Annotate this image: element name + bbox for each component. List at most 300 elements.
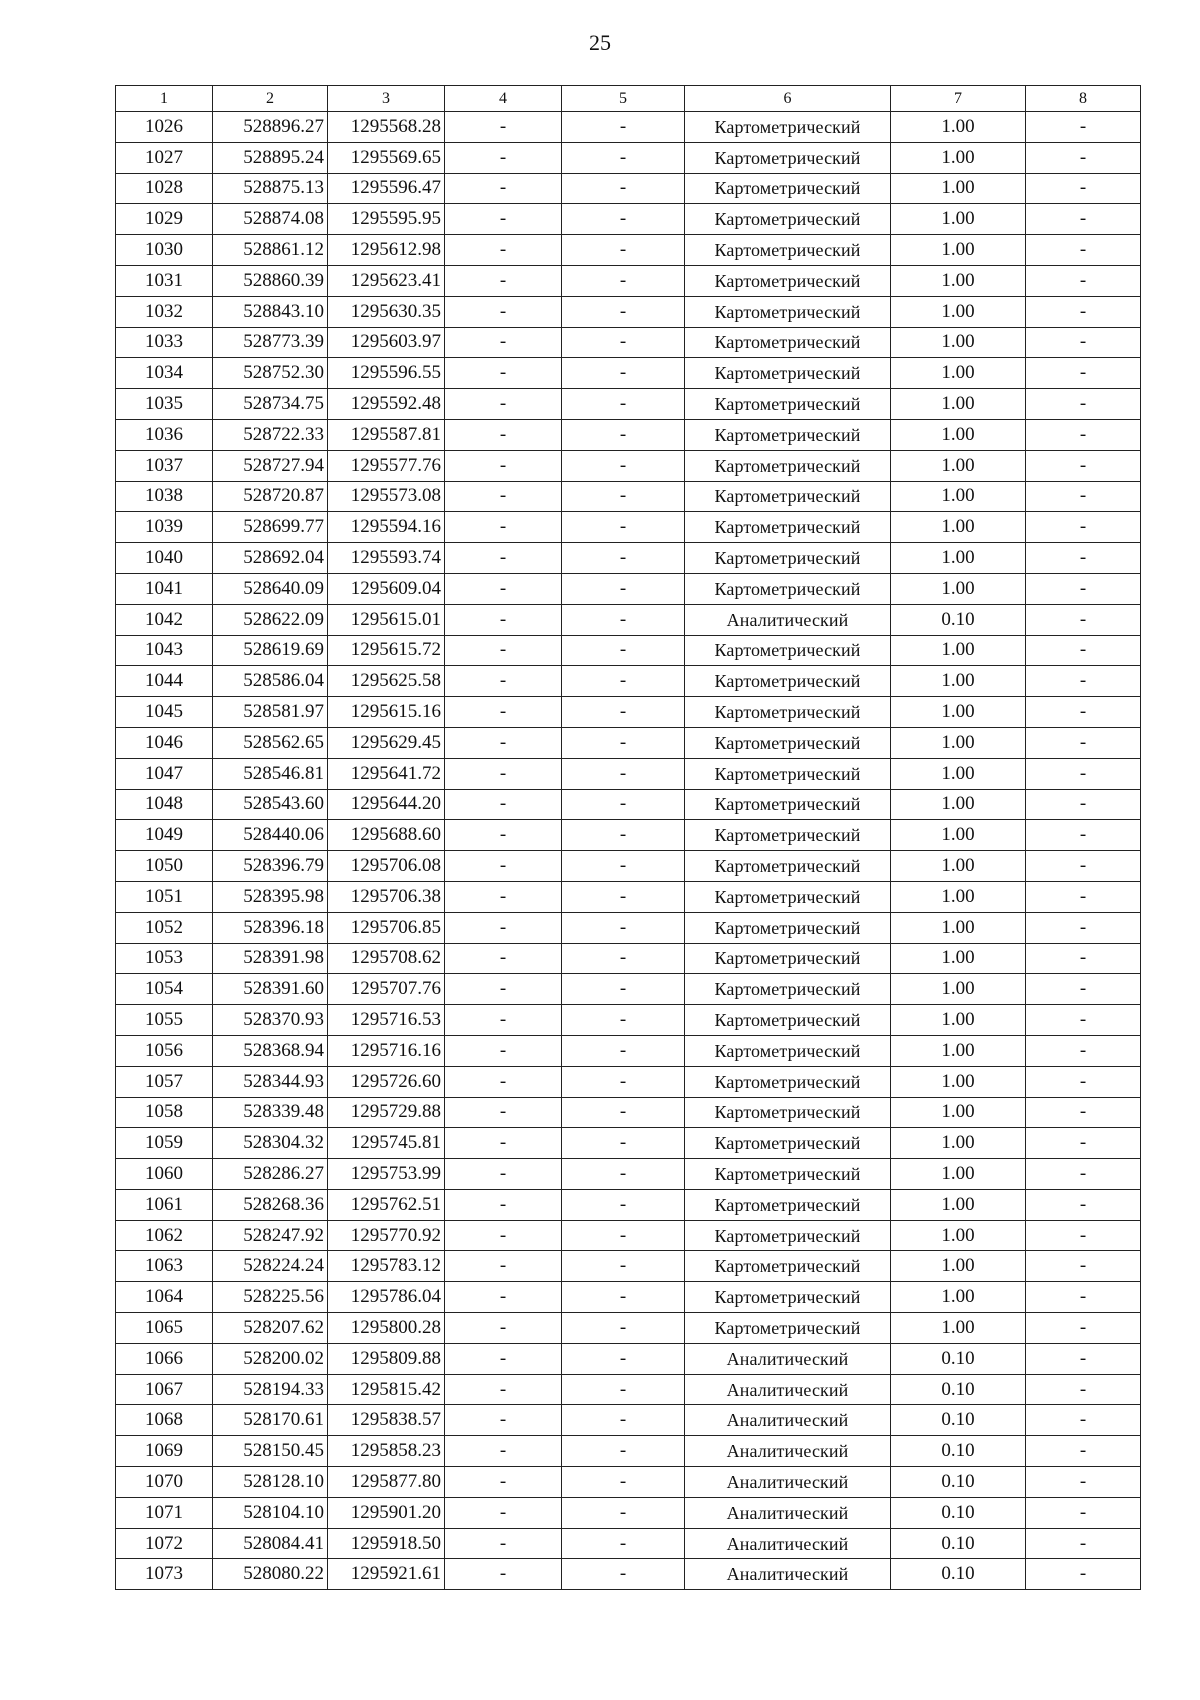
column-4-value: -: [445, 1159, 562, 1190]
y-coordinate: 1295800.28: [328, 1313, 445, 1344]
y-coordinate: 1295612.98: [328, 235, 445, 266]
column-5-value: -: [562, 265, 685, 296]
y-coordinate: 1295716.53: [328, 1005, 445, 1036]
accuracy: 1.00: [891, 512, 1026, 543]
method: Картометрический: [685, 697, 891, 728]
table-row: [116, 1374, 1141, 1405]
table-row: [116, 1066, 1141, 1097]
column-5-value: -: [562, 481, 685, 512]
table-row: [116, 1405, 1141, 1436]
point-number: 1048: [116, 789, 213, 820]
column-4-value: -: [445, 1559, 562, 1590]
table-row: [116, 604, 1141, 635]
x-coordinate: 528104.10: [213, 1497, 328, 1528]
column-8-value: -: [1026, 912, 1141, 943]
point-number: 1049: [116, 820, 213, 851]
x-coordinate: 528080.22: [213, 1559, 328, 1590]
point-number: 1030: [116, 235, 213, 266]
x-coordinate: 528722.33: [213, 419, 328, 450]
accuracy: 0.10: [891, 1467, 1026, 1498]
table-row: [116, 727, 1141, 758]
column-8-value: -: [1026, 327, 1141, 358]
accuracy: 1.00: [891, 358, 1026, 389]
point-number: 1067: [116, 1374, 213, 1405]
column-5-value: -: [562, 666, 685, 697]
column-4-value: -: [445, 512, 562, 543]
column-8-value: -: [1026, 204, 1141, 235]
column-4-value: -: [445, 1405, 562, 1436]
column-5-value: -: [562, 204, 685, 235]
point-number: 1036: [116, 419, 213, 450]
column-8-value: -: [1026, 1159, 1141, 1190]
column-5-value: -: [562, 1405, 685, 1436]
method: Картометрический: [685, 974, 891, 1005]
y-coordinate: 1295625.58: [328, 666, 445, 697]
column-8-value: -: [1026, 1220, 1141, 1251]
y-coordinate: 1295592.48: [328, 389, 445, 420]
x-coordinate: 528304.32: [213, 1128, 328, 1159]
column-8-value: -: [1026, 1251, 1141, 1282]
column-8-value: -: [1026, 1467, 1141, 1498]
column-5-value: -: [562, 635, 685, 666]
y-coordinate: 1295569.65: [328, 142, 445, 173]
accuracy: 1.00: [891, 789, 1026, 820]
x-coordinate: 528734.75: [213, 389, 328, 420]
column-4-value: -: [445, 296, 562, 327]
table-row: [116, 265, 1141, 296]
point-number: 1069: [116, 1436, 213, 1467]
x-coordinate: 528247.92: [213, 1220, 328, 1251]
x-coordinate: 528562.65: [213, 727, 328, 758]
column-5-value: -: [562, 1497, 685, 1528]
column-4-value: -: [445, 974, 562, 1005]
table-row: [116, 1497, 1141, 1528]
method: Аналитический: [685, 1436, 891, 1467]
column-4-value: -: [445, 358, 562, 389]
accuracy: 1.00: [891, 112, 1026, 143]
column-4-value: -: [445, 820, 562, 851]
method: Картометрический: [685, 943, 891, 974]
method: Картометрический: [685, 758, 891, 789]
x-coordinate: 528128.10: [213, 1467, 328, 1498]
column-header-2: 2: [213, 86, 328, 112]
column-5-value: -: [562, 974, 685, 1005]
accuracy: 1.00: [891, 974, 1026, 1005]
x-coordinate: 528368.94: [213, 1035, 328, 1066]
method: Картометрический: [685, 389, 891, 420]
table-row: [116, 666, 1141, 697]
column-5-value: -: [562, 235, 685, 266]
column-5-value: -: [562, 881, 685, 912]
table-row: [116, 512, 1141, 543]
x-coordinate: 528391.98: [213, 943, 328, 974]
y-coordinate: 1295629.45: [328, 727, 445, 758]
y-coordinate: 1295573.08: [328, 481, 445, 512]
point-number: 1065: [116, 1313, 213, 1344]
y-coordinate: 1295918.50: [328, 1528, 445, 1559]
table-row: [116, 1251, 1141, 1282]
column-5-value: -: [562, 1128, 685, 1159]
point-number: 1059: [116, 1128, 213, 1159]
y-coordinate: 1295615.16: [328, 697, 445, 728]
y-coordinate: 1295615.01: [328, 604, 445, 635]
column-4-value: -: [445, 1220, 562, 1251]
table-row: [116, 1282, 1141, 1313]
table-row: [116, 943, 1141, 974]
column-8-value: -: [1026, 112, 1141, 143]
column-8-value: -: [1026, 1066, 1141, 1097]
y-coordinate: 1295596.47: [328, 173, 445, 204]
method: Картометрический: [685, 1128, 891, 1159]
accuracy: 1.00: [891, 481, 1026, 512]
column-4-value: -: [445, 1251, 562, 1282]
column-header-1: 1: [116, 86, 213, 112]
column-5-value: -: [562, 1097, 685, 1128]
accuracy: 1.00: [891, 1066, 1026, 1097]
y-coordinate: 1295716.16: [328, 1035, 445, 1066]
column-4-value: -: [445, 327, 562, 358]
column-4-value: -: [445, 604, 562, 635]
table-row: [116, 758, 1141, 789]
column-4-value: -: [445, 1497, 562, 1528]
x-coordinate: 528895.24: [213, 142, 328, 173]
column-8-value: -: [1026, 1282, 1141, 1313]
point-number: 1040: [116, 543, 213, 574]
column-8-value: -: [1026, 820, 1141, 851]
column-8-value: -: [1026, 1343, 1141, 1374]
column-8-value: -: [1026, 512, 1141, 543]
column-header-5: 5: [562, 86, 685, 112]
column-5-value: -: [562, 1189, 685, 1220]
table-row: [116, 481, 1141, 512]
column-8-value: -: [1026, 389, 1141, 420]
accuracy: 1.00: [891, 666, 1026, 697]
column-4-value: -: [445, 112, 562, 143]
accuracy: 1.00: [891, 943, 1026, 974]
column-5-value: -: [562, 327, 685, 358]
y-coordinate: 1295596.55: [328, 358, 445, 389]
column-4-value: -: [445, 1528, 562, 1559]
table-row: [116, 912, 1141, 943]
method: Аналитический: [685, 1467, 891, 1498]
y-coordinate: 1295809.88: [328, 1343, 445, 1374]
column-8-value: -: [1026, 1528, 1141, 1559]
column-8-value: -: [1026, 881, 1141, 912]
column-8-value: -: [1026, 1405, 1141, 1436]
point-number: 1047: [116, 758, 213, 789]
column-8-value: -: [1026, 265, 1141, 296]
x-coordinate: 528200.02: [213, 1343, 328, 1374]
table-row: [116, 112, 1141, 143]
method: Аналитический: [685, 1374, 891, 1405]
point-number: 1058: [116, 1097, 213, 1128]
table-row: [116, 1128, 1141, 1159]
table-row: [116, 1528, 1141, 1559]
accuracy: 1.00: [891, 1097, 1026, 1128]
accuracy: 1.00: [891, 635, 1026, 666]
method: Картометрический: [685, 1097, 891, 1128]
y-coordinate: 1295587.81: [328, 419, 445, 450]
column-5-value: -: [562, 758, 685, 789]
y-coordinate: 1295630.35: [328, 296, 445, 327]
column-4-value: -: [445, 727, 562, 758]
table-row: [116, 1559, 1141, 1590]
accuracy: 0.10: [891, 1497, 1026, 1528]
point-number: 1028: [116, 173, 213, 204]
column-4-value: -: [445, 1189, 562, 1220]
point-number: 1050: [116, 851, 213, 882]
column-5-value: -: [562, 851, 685, 882]
x-coordinate: 528391.60: [213, 974, 328, 1005]
column-8-value: -: [1026, 296, 1141, 327]
column-4-value: -: [445, 1005, 562, 1036]
column-5-value: -: [562, 1528, 685, 1559]
y-coordinate: 1295641.72: [328, 758, 445, 789]
column-4-value: -: [445, 697, 562, 728]
column-8-value: -: [1026, 543, 1141, 574]
x-coordinate: 528581.97: [213, 697, 328, 728]
column-8-value: -: [1026, 1035, 1141, 1066]
accuracy: 1.00: [891, 389, 1026, 420]
column-4-value: -: [445, 635, 562, 666]
column-4-value: -: [445, 204, 562, 235]
column-4-value: -: [445, 789, 562, 820]
accuracy: 1.00: [891, 296, 1026, 327]
point-number: 1038: [116, 481, 213, 512]
x-coordinate: 528622.09: [213, 604, 328, 635]
column-5-value: -: [562, 943, 685, 974]
x-coordinate: 528727.94: [213, 450, 328, 481]
column-5-value: -: [562, 419, 685, 450]
x-coordinate: 528440.06: [213, 820, 328, 851]
method: Картометрический: [685, 481, 891, 512]
table-row: [116, 1220, 1141, 1251]
column-4-value: -: [445, 1436, 562, 1467]
method: Картометрический: [685, 912, 891, 943]
column-4-value: -: [445, 1066, 562, 1097]
table-row: [116, 235, 1141, 266]
method: Картометрический: [685, 173, 891, 204]
accuracy: 1.00: [891, 881, 1026, 912]
x-coordinate: 528396.18: [213, 912, 328, 943]
point-number: 1033: [116, 327, 213, 358]
y-coordinate: 1295609.04: [328, 573, 445, 604]
column-5-value: -: [562, 1251, 685, 1282]
accuracy: 0.10: [891, 1374, 1026, 1405]
column-4-value: -: [445, 1313, 562, 1344]
x-coordinate: 528395.98: [213, 881, 328, 912]
y-coordinate: 1295921.61: [328, 1559, 445, 1590]
column-5-value: -: [562, 450, 685, 481]
accuracy: 1.00: [891, 419, 1026, 450]
column-5-value: -: [562, 358, 685, 389]
accuracy: 1.00: [891, 912, 1026, 943]
y-coordinate: 1295706.38: [328, 881, 445, 912]
column-5-value: -: [562, 820, 685, 851]
x-coordinate: 528752.30: [213, 358, 328, 389]
y-coordinate: 1295644.20: [328, 789, 445, 820]
column-4-value: -: [445, 666, 562, 697]
accuracy: 1.00: [891, 573, 1026, 604]
method: Картометрический: [685, 573, 891, 604]
point-number: 1037: [116, 450, 213, 481]
accuracy: 1.00: [891, 327, 1026, 358]
y-coordinate: 1295706.08: [328, 851, 445, 882]
column-5-value: -: [562, 1220, 685, 1251]
accuracy: 1.00: [891, 450, 1026, 481]
point-number: 1039: [116, 512, 213, 543]
table-row: [116, 573, 1141, 604]
x-coordinate: 528546.81: [213, 758, 328, 789]
point-number: 1031: [116, 265, 213, 296]
point-number: 1032: [116, 296, 213, 327]
x-coordinate: 528339.48: [213, 1097, 328, 1128]
point-number: 1053: [116, 943, 213, 974]
column-5-value: -: [562, 389, 685, 420]
x-coordinate: 528640.09: [213, 573, 328, 604]
point-number: 1071: [116, 1497, 213, 1528]
point-number: 1026: [116, 112, 213, 143]
method: Картометрический: [685, 265, 891, 296]
column-4-value: -: [445, 481, 562, 512]
column-8-value: -: [1026, 573, 1141, 604]
y-coordinate: 1295577.76: [328, 450, 445, 481]
point-number: 1066: [116, 1343, 213, 1374]
column-5-value: -: [562, 1343, 685, 1374]
method: Аналитический: [685, 1559, 891, 1590]
column-8-value: -: [1026, 727, 1141, 758]
y-coordinate: 1295594.16: [328, 512, 445, 543]
method: Аналитический: [685, 1405, 891, 1436]
method: Картометрический: [685, 543, 891, 574]
method: Картометрический: [685, 1035, 891, 1066]
table-row: [116, 820, 1141, 851]
method: Картометрический: [685, 881, 891, 912]
method: Картометрический: [685, 327, 891, 358]
column-header-4: 4: [445, 86, 562, 112]
x-coordinate: 528692.04: [213, 543, 328, 574]
point-number: 1062: [116, 1220, 213, 1251]
table-row: [116, 851, 1141, 882]
column-5-value: -: [562, 1374, 685, 1405]
column-8-value: -: [1026, 142, 1141, 173]
column-4-value: -: [445, 235, 562, 266]
table-row: [116, 1343, 1141, 1374]
table-row: [116, 204, 1141, 235]
column-8-value: -: [1026, 1128, 1141, 1159]
y-coordinate: 1295708.62: [328, 943, 445, 974]
accuracy: 1.00: [891, 173, 1026, 204]
accuracy: 1.00: [891, 265, 1026, 296]
x-coordinate: 528619.69: [213, 635, 328, 666]
column-4-value: -: [445, 573, 562, 604]
point-number: 1043: [116, 635, 213, 666]
table-row: [116, 635, 1141, 666]
method: Картометрический: [685, 727, 891, 758]
column-8-value: -: [1026, 851, 1141, 882]
x-coordinate: 528268.36: [213, 1189, 328, 1220]
method: Аналитический: [685, 1343, 891, 1374]
y-coordinate: 1295595.95: [328, 204, 445, 235]
accuracy: 1.00: [891, 1220, 1026, 1251]
y-coordinate: 1295726.60: [328, 1066, 445, 1097]
accuracy: 1.00: [891, 204, 1026, 235]
x-coordinate: 528225.56: [213, 1282, 328, 1313]
column-4-value: -: [445, 943, 562, 974]
method: Картометрический: [685, 1005, 891, 1036]
column-5-value: -: [562, 173, 685, 204]
point-number: 1034: [116, 358, 213, 389]
column-5-value: -: [562, 1313, 685, 1344]
x-coordinate: 528861.12: [213, 235, 328, 266]
column-8-value: -: [1026, 789, 1141, 820]
column-4-value: -: [445, 881, 562, 912]
column-8-value: -: [1026, 758, 1141, 789]
method: Картометрический: [685, 635, 891, 666]
table-row: [116, 1189, 1141, 1220]
method: Картометрический: [685, 1251, 891, 1282]
method: Картометрический: [685, 851, 891, 882]
y-coordinate: 1295783.12: [328, 1251, 445, 1282]
column-8-value: -: [1026, 1005, 1141, 1036]
column-header-8: 8: [1026, 86, 1141, 112]
method: Картометрический: [685, 820, 891, 851]
column-5-value: -: [562, 604, 685, 635]
table-row: [116, 450, 1141, 481]
method: Картометрический: [685, 235, 891, 266]
column-8-value: -: [1026, 481, 1141, 512]
column-8-value: -: [1026, 1313, 1141, 1344]
y-coordinate: 1295603.97: [328, 327, 445, 358]
column-header-7: 7: [891, 86, 1026, 112]
column-5-value: -: [562, 573, 685, 604]
point-number: 1041: [116, 573, 213, 604]
accuracy: 1.00: [891, 820, 1026, 851]
method: Картометрический: [685, 1066, 891, 1097]
column-header-3: 3: [328, 86, 445, 112]
accuracy: 1.00: [891, 1128, 1026, 1159]
page-number: 25: [589, 30, 611, 55]
point-number: 1070: [116, 1467, 213, 1498]
x-coordinate: 528150.45: [213, 1436, 328, 1467]
column-4-value: -: [445, 450, 562, 481]
point-number: 1061: [116, 1189, 213, 1220]
column-8-value: -: [1026, 358, 1141, 389]
method: Картометрический: [685, 1282, 891, 1313]
x-coordinate: 528874.08: [213, 204, 328, 235]
table-row: [116, 358, 1141, 389]
column-5-value: -: [562, 1005, 685, 1036]
column-5-value: -: [562, 1559, 685, 1590]
point-number: 1057: [116, 1066, 213, 1097]
accuracy: 1.00: [891, 758, 1026, 789]
method: Картометрический: [685, 358, 891, 389]
x-coordinate: 528720.87: [213, 481, 328, 512]
column-4-value: -: [445, 1035, 562, 1066]
point-number: 1054: [116, 974, 213, 1005]
accuracy: 0.10: [891, 1528, 1026, 1559]
column-8-value: -: [1026, 1497, 1141, 1528]
x-coordinate: 528543.60: [213, 789, 328, 820]
point-number: 1051: [116, 881, 213, 912]
column-4-value: -: [445, 1097, 562, 1128]
method: Картометрический: [685, 789, 891, 820]
column-5-value: -: [562, 296, 685, 327]
point-number: 1035: [116, 389, 213, 420]
column-8-value: -: [1026, 419, 1141, 450]
point-number: 1045: [116, 697, 213, 728]
y-coordinate: 1295815.42: [328, 1374, 445, 1405]
